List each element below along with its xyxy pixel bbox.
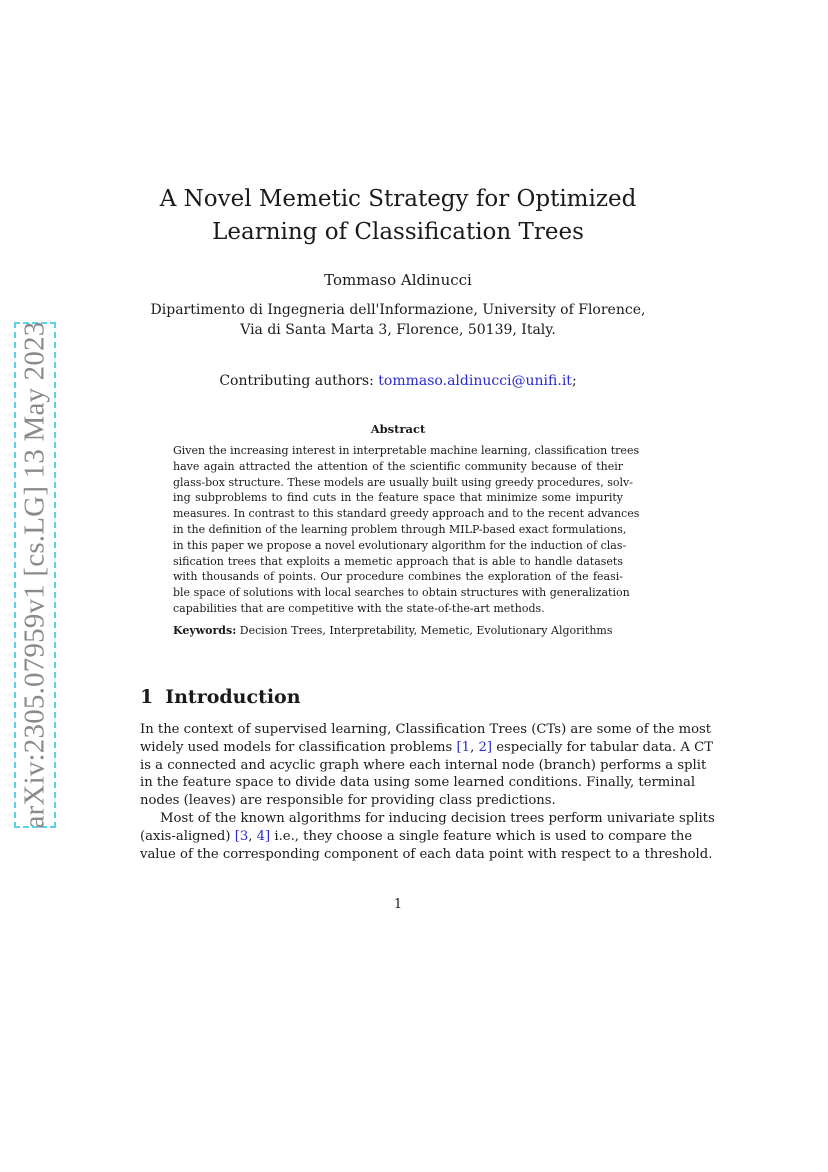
abstract-line: in the definition of the learning problem through MILP-based exact formulations, bbox=[173, 522, 627, 536]
citation-link[interactable]: 4 bbox=[256, 828, 266, 844]
contributing-label: Contributing authors: bbox=[219, 373, 379, 389]
paper-title bbox=[140, 183, 656, 249]
abstract-line: sification trees that exploits a memetic approach that is able to handle datasets bbox=[173, 554, 623, 568]
body-text-segment: (axis-aligned) bbox=[140, 828, 235, 844]
body-text-segment: i.e., they choose a single feature which is used to compare the bbox=[270, 828, 693, 844]
abstract-line: in this paper we propose a novel evolutionary algorithm for the induction of clas- bbox=[173, 538, 627, 552]
section-heading bbox=[140, 686, 301, 708]
author-name: Tommaso Aldinucci bbox=[324, 271, 472, 289]
abstract-line: ing subproblems to find cuts in the feature space that minimize some impurity bbox=[173, 491, 623, 505]
keywords bbox=[173, 623, 623, 638]
arxiv-sidebar-stamp bbox=[14, 322, 56, 828]
citation-separator: , bbox=[248, 828, 257, 844]
citation-separator: , bbox=[470, 739, 479, 755]
affiliation-line: Via di Santa Marta 3, Florence, 50139, Italy. bbox=[240, 322, 556, 338]
author-email-link[interactable]: tommaso.aldinucci@unifi.it bbox=[378, 373, 572, 389]
abstract-line: ble space of solutions with local searches to obtain structures with generalization bbox=[173, 586, 630, 600]
body-line: Most of the known algorithms for inducing decision trees perform univariate splits bbox=[160, 810, 715, 826]
abstract-line: measures. In contrast to this standard greedy approach and to the recent advances bbox=[173, 507, 640, 521]
section-title: Introduction bbox=[165, 686, 301, 708]
citation-link[interactable]: 1 bbox=[461, 739, 471, 755]
citation-bracket: ] bbox=[265, 828, 271, 844]
abstract-line: glass-box structure. These models are usually built using greedy procedures, solv- bbox=[173, 475, 633, 489]
abstract-line: capabilities that are competitive with the state-of-the-art methods. bbox=[173, 601, 545, 615]
title-line: A Novel Memetic Strategy for Optimized bbox=[159, 186, 637, 212]
keywords-label: Keywords: bbox=[173, 624, 237, 637]
abstract-line: Given the increasing interest in interpretable machine learning, classification trees bbox=[173, 444, 640, 457]
body-line: In the context of supervised learning, Classification Trees (CTs) are some of the most bbox=[140, 722, 712, 737]
body-text-segment: widely used models for classification problems bbox=[140, 739, 457, 755]
affiliation-line: Dipartimento di Ingegneria dell'Informazione, University of Florence, bbox=[150, 302, 646, 318]
title-line: Learning of Classification Trees bbox=[212, 219, 584, 245]
citation-bracket: ] bbox=[486, 739, 492, 755]
affiliation bbox=[140, 300, 656, 340]
keywords-text: Decision Trees, Interpretability, Memetic, Evolutionary Algorithms bbox=[236, 624, 613, 637]
body-line bbox=[140, 828, 693, 846]
introduction-body bbox=[140, 721, 715, 863]
abstract-line: with thousands of points. Our procedure combines the exploration of the feasi- bbox=[173, 570, 623, 584]
body-text-segment: especially for tabular data. A CT bbox=[492, 739, 713, 755]
abstract-text bbox=[173, 443, 640, 617]
page-number: 1 bbox=[393, 897, 403, 912]
arxiv-identifier: arXiv:2305.07959v1 [cs.LG] 13 May 2023 bbox=[18, 321, 51, 829]
body-line: is a connected and acyclic graph where each internal node (branch) performs a split bbox=[140, 757, 707, 773]
section-number: 1 bbox=[140, 686, 154, 708]
citation-bracket: [ bbox=[234, 828, 240, 844]
contributing-suffix: ; bbox=[571, 373, 577, 389]
citation-link[interactable]: 3 bbox=[239, 828, 249, 844]
body-line: in the feature space to divide data using some learned conditions. Finally, terminal bbox=[140, 775, 696, 791]
citation-link[interactable]: 2 bbox=[478, 739, 487, 755]
contributing-authors bbox=[140, 371, 656, 391]
body-line: nodes (leaves) are responsible for providing class predictions. bbox=[140, 793, 556, 809]
abstract-heading: Abstract bbox=[370, 422, 426, 436]
body-line bbox=[140, 739, 713, 757]
citation-bracket: [ bbox=[456, 739, 462, 755]
body-line: value of the corresponding component of each data point with respect to a threshold. bbox=[140, 846, 713, 862]
abstract-line: have again attracted the attention of the scientific community because of their bbox=[173, 459, 623, 473]
